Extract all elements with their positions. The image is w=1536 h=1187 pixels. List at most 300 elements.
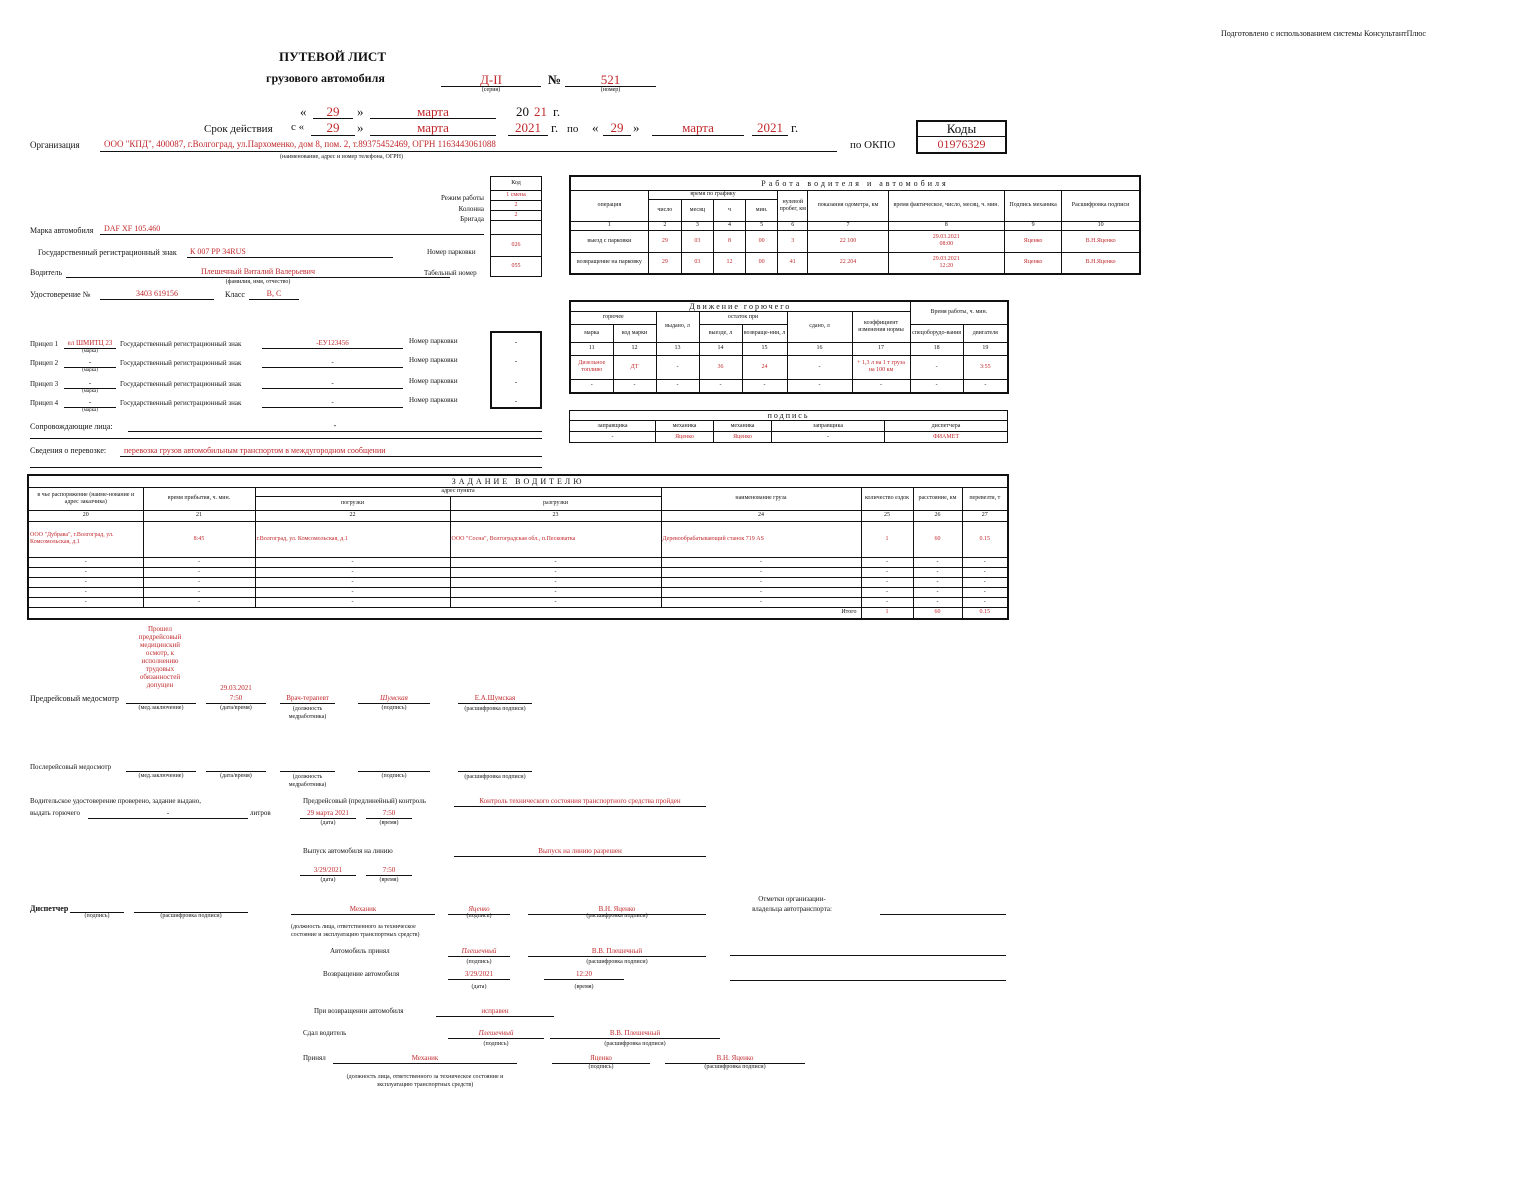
handed-decode: В.В. Плешечный [609,1029,661,1037]
wt-cell-zero: 41 [778,252,808,274]
transport-value: перевозка грузов автомобильным транспортом в междугородном сообщении [124,446,386,455]
task-col-num: 26 [913,510,962,521]
wt-cell-min: 00 [746,230,778,252]
brand-label: Марка автомобиля [30,226,94,235]
fuel-h-return: возвраще-нии, л [742,324,787,342]
number-caption: (номер) [600,87,621,93]
wt-h-hour: ч [713,199,745,221]
returned-c-date: (дата) [471,984,487,990]
consultant-note: Подготовлено с использованием системы КонсультантПлюс [1221,29,1426,38]
fuel2-handed: - [787,379,852,393]
escort-label: Сопровождающие лица: [30,422,113,431]
fuel-h-fuel: горючее [570,311,656,324]
wt-h-zero: нулевой пробег, км [778,190,808,221]
number-value: 521 [600,72,621,87]
fuel-sign-value: Яценко [714,432,772,443]
doc-title: ПУТЕВОЙ ЛИСТ [279,49,386,64]
wt-cell-zero: 3 [778,230,808,252]
fuel-col-num: 18 [910,342,963,355]
task-empty-cell: - [661,587,861,597]
work-table [569,175,1141,275]
organization-value: ООО "КПД", 400087, г.Волгоград, ул.Пархоменко, дом 8, пом. 2, т.89375452469, ОГРН 1163443061088 [104,139,496,149]
trailer-model-caption: (марка) [82,368,98,373]
condition-value: исправен [481,1007,509,1015]
task-empty-cell: - [28,587,143,597]
trailer-reg: - [331,398,334,406]
trailer-reg-line [262,388,403,389]
release-date: 3/29/2021 [313,866,343,874]
fuel-h-issued: выдано, л [656,311,699,342]
returned-date: 3/29/2021 [464,970,494,978]
driver-caption: (фамилия, имя, отчество) [225,279,291,285]
post-c-decode: (расшифровка подписи) [464,774,526,780]
fuel-h-time: Время работы, ч. мин. [910,301,1008,324]
trailer-label: Прицеп 1 [30,340,59,348]
task-dist: 60 [913,521,962,557]
trailer-park-value: - [514,378,518,386]
wt-cell-op: выезд с парковки [570,230,648,252]
wt-cell-fact [888,230,1004,252]
release-c-time: (время) [379,877,399,883]
wt-h-fact: время фактическое, число, месяц, ч. мин. [888,190,1004,221]
task-empty-cell: - [913,567,962,577]
pre-control-result: Контроль технического состояния транспортного средства пройден [479,797,681,805]
trailer-park-label: Номер парковки [409,396,458,404]
fuel2-issued: - [656,379,699,393]
task-col-num: 20 [28,510,143,521]
fuel-sign-table [569,410,1008,443]
validity-to-day: 29 [610,120,624,135]
trailer-label: Прицеп 4 [30,399,59,407]
fuel2-out: - [699,379,742,393]
pre-med-pos: Врач-терапевт [286,694,329,702]
pre-med-date: 29.03.2021 [220,684,252,692]
handed-c-decode: (расшифровка подписи) [604,1041,666,1047]
task-empty-row [28,567,1008,577]
class-label: Класс [225,290,245,299]
pre-control-c-time: (время) [379,820,399,826]
regime-value: 1 смена [491,191,542,201]
tab-label: Табельный номер [424,269,477,277]
pre-med-time: 7:50 [229,694,243,702]
fuel2-equip: - [910,379,963,393]
wt-fact-time: 12:20 [939,262,954,269]
organization-caption: (наименование, адрес и номер телефона, ОГРН) [280,154,403,160]
task-h-addr: адрес пункта [255,487,661,496]
fuel-h-engine: двигателя [963,324,1008,342]
wt-col-num: 3 [681,221,713,230]
fuel-col-num: 19 [963,342,1008,355]
task-empty-cell: - [255,587,450,597]
task-empty-cell: - [450,567,661,577]
accepted-decode: В.В. Плешечный [591,947,643,955]
wt-cell-min: 00 [746,252,778,274]
date-q-close: » [357,104,364,119]
received-c-sign: (подпись) [588,1064,614,1070]
task-empty-cell: - [861,567,913,577]
trailer-reg: -ЕУ123456 [316,339,349,347]
wt-col-num: 8 [888,221,1004,230]
date-day: 29 [326,104,340,119]
fuel-sign-header: диспетчера [885,421,1008,432]
wt-col-num: 4 [713,221,745,230]
okpo-label: по ОКПО [850,139,896,151]
license-label: Удостоверение № [30,290,91,299]
work-code-table [490,176,542,277]
accepted-c-sign: (подпись) [466,959,492,965]
task-col-num: 24 [661,510,861,521]
accepted-label: Автомобиль принял [330,947,390,955]
received-c-pos: (должность лица, ответственного за техническое состояние и эксплуатацию транспортных средств) [346,1074,504,1088]
trailer-reg-line [262,367,403,368]
mechanic-pos: Механик [349,905,377,913]
pre-control-time: 7:50 [382,809,396,817]
validity-q-open: « [592,120,599,135]
task-unload: ООО "Сосна", Волгоградская обл., п.Песковатка [450,521,661,557]
release-result: Выпуск на линию разрешен [538,847,622,855]
fuel-equip: - [910,355,963,379]
task-cargo: Деревообрабатывающий станок 719 AS [661,521,861,557]
wt-col-num: 1 [570,221,648,230]
fuel-engine: 3:55 [963,355,1008,379]
trailer-reg: - [331,358,334,366]
brigade-label: Бригада [460,215,484,223]
wt-cell-odo: 22 204 [808,252,888,274]
task-empty-cell: - [143,587,255,597]
task-total-dist: 60 [913,607,962,619]
task-empty-cell: - [255,557,450,567]
task-empty-cell: - [143,557,255,567]
trailer-park-value: - [514,338,518,346]
received-label: Принял [303,1054,326,1062]
fuel-h-out: выезде, л [699,324,742,342]
wt-cell-sign: Яценко [1004,230,1061,252]
validity-po: по [567,123,579,135]
validity-to-month: марта [682,120,714,135]
validity-g2: г. [791,120,799,135]
release-label: Выпуск автомобиля на линию [303,847,393,855]
task-empty-cell: - [962,567,1008,577]
regime-label: Режим работы [440,194,484,202]
task-col-num: 25 [861,510,913,521]
pre-med-label: Предрейсовый медосмотр [30,694,119,703]
brand-value: DAF XF 105.460 [104,224,161,233]
mechanic-c-sign: (подпись) [466,913,492,919]
task-empty-cell: - [861,587,913,597]
condition-label: При возвращении автомобиля [314,1007,404,1015]
validity-q-close: » [357,120,364,135]
task-col-num: 23 [450,510,661,521]
wt-col-num: 10 [1062,221,1140,230]
work-table-title: Работа водителя и автомобиля [570,176,1140,190]
wt-col-num: 9 [1004,221,1061,230]
fuel-title: Движение горючего [570,301,910,311]
trailer-model: - [88,358,92,366]
task-empty-cell: - [913,557,962,567]
fuel-h-equip: спецоборудо-вания [910,324,963,342]
post-c-pos: (должность медработника) [288,774,327,788]
dispatcher-c-sign: (подпись) [84,913,110,919]
task-empty-cell: - [962,597,1008,607]
fuel-issued: - [656,355,699,379]
trailer-park-value: - [514,357,518,365]
fuel-sign-title: подпись [570,411,1008,421]
returned-c-time: (время) [574,984,594,990]
mechanic-c-decode: (расшифровка подписи) [586,913,648,919]
pre-med-note: Прошел предрейсовый медицинский осмотр, к исполнению трудовых обязанностей допущен [138,625,182,689]
trailer-park-label: Номер парковки [409,356,458,364]
driver-label: Водитель [30,268,63,277]
fuel2-coef: - [852,379,910,393]
trailer-model-caption: (марка) [82,408,98,413]
fuel2-code: - [613,379,656,393]
task-col-num: 27 [962,510,1008,521]
task-h-unload: разгрузки [450,496,661,510]
task-empty-row [28,557,1008,567]
trailer-park-label: Номер парковки [409,377,458,385]
trailer-reg-label: Государственный регистрационный знак [120,399,242,407]
trailer-reg-label: Государственный регистрационный знак [120,340,242,348]
date-month: марта [417,104,449,119]
fuel2-ret: - [742,379,787,393]
task-empty-cell: - [861,597,913,607]
task-empty-cell: - [913,577,962,587]
task-h-customer: в чье распоряжение (наиме-нование и адрес заказчика) [28,487,143,510]
task-empty-cell: - [450,587,661,597]
pre-c-result: (мед.заключение) [138,705,184,711]
pre-med-sign: Шумская [380,694,408,702]
code-header: Код [491,177,542,191]
driver-value: Плешечный Виталий Валерьевич [201,267,315,276]
codes-header: Коды [946,121,977,136]
task-h-count: количество ездок [861,487,913,510]
pre-control-c-date: (дата) [320,820,336,826]
reg-label: Государственный регистрационный знак [38,248,177,257]
task-total-label: Итого [28,607,861,619]
task-empty-row [28,577,1008,587]
fuel-code: ДТ [613,355,656,379]
license-checked: Водительское удостоверение проверено, задание выдано, [30,797,201,805]
trailer-model-caption: (марка) [82,389,98,394]
received-sign: Яценко [590,1054,612,1062]
brigade-value: 2 [491,211,542,221]
tab-value: 055 [491,257,542,277]
fuel-sign-value: ФИАМЕТ [885,432,1008,443]
task-arrival: 8:45 [143,521,255,557]
pre-control-label: Предрейсовый (предлинейный) контроль [303,797,426,805]
wt-cell-decode: В.Н.Яценко [1062,230,1140,252]
wt-cell-op: возвращение на парковку [570,252,648,274]
fuel-sign-value: - [570,432,656,443]
task-empty-cell: - [450,557,661,567]
task-empty-cell: - [28,557,143,567]
transport-label: Сведения о перевозке: [30,446,107,455]
wt-col-num: 7 [808,221,888,230]
post-c-sign: (подпись) [381,773,407,779]
trailer-label: Прицеп 2 [30,359,59,367]
task-empty-cell: - [255,567,450,577]
task-empty-row [28,597,1008,607]
pre-med-decode: Е.А.Шумская [474,694,516,702]
wt-h-min: мин. [746,199,778,221]
number-sign: № [548,72,562,87]
wt-fact-date: 29.03.2021 [932,234,960,240]
task-customer: ООО "Дубрава", г.Волгоград, ул. Комсомольская, д.1 [28,521,143,557]
validity-from-year: 2021 [515,120,541,135]
fuel-sign-header: механика [656,421,714,432]
wt-h-day: число [648,199,681,221]
handed-sign: Плешечный [478,1029,514,1037]
trailer-reg-line [262,348,403,349]
validity-to-year: 2021 [757,120,783,135]
trailer-model: - [88,398,92,406]
date-year-suffix: 21 [534,104,547,119]
wt-cell-odo: 22 100 [808,230,888,252]
validity-from-day: 29 [326,120,340,135]
task-empty-cell: - [962,587,1008,597]
liters-label: литров [250,809,271,817]
wt-col-num: 6 [778,221,808,230]
fuel-ret: 24 [742,355,787,379]
task-empty-cell: - [143,567,255,577]
task-empty-cell: - [28,597,143,607]
date-q-open: « [300,104,307,119]
reg-value: К 007 РР 34RUS [190,247,246,256]
column-value: 2 [491,201,542,211]
fuel-brand: Дизельное топливо [570,355,613,379]
organization-label: Организация [30,140,80,150]
task-h-tons: перевезти, т [962,487,1008,510]
fuel-h-handed: сдано, л [787,311,852,342]
accepted-sign: Плешечный [461,947,497,955]
task-col-num: 22 [255,510,450,521]
returned-time: 12:20 [576,970,592,978]
marks-label: Отметки организации-владельца автотранспорта: [752,895,832,913]
wt-fact-date: 29.03.2021 [932,255,960,262]
task-empty-cell: - [661,577,861,587]
returned-label: Возвращение автомобиля [323,970,400,978]
task-total-tons: 0.15 [962,607,1008,619]
column-label: Колонна [458,205,484,213]
fuel-handed: - [787,355,852,379]
task-count: 1 [861,521,913,557]
fuel-h-code: код марки [613,324,656,342]
escort-value: - [333,421,337,430]
wt-cell-month: 03 [681,252,713,274]
license-value: 3403 619156 [136,289,178,298]
wt-h-sign: Подпись механика [1004,190,1061,221]
task-empty-row [28,587,1008,597]
fuel-col-num: 14 [699,342,742,355]
trailer-model-caption: (марка) [82,349,98,354]
pre-c-date: (дата/время) [220,705,252,711]
class-value: В, С [266,289,282,298]
fuel-sign-value: Яценко [656,432,714,443]
task-h-cargo: наименование груза [661,487,861,510]
mechanic-c-pos: (должность лица, ответственного за техническое состояние и эксплуатацию транспортных средств) [291,924,420,938]
release-c-date: (дата) [320,877,336,883]
task-empty-cell: - [962,557,1008,567]
doc-subtitle: грузового автомобиля [266,71,385,85]
wt-h-sched: время по графику [648,190,777,199]
trailer-park-label: Номер парковки [409,337,458,345]
received-pos: Механик [411,1054,439,1062]
wt-cell-decode: В.Н.Яценко [1062,252,1140,274]
dispatcher-label: Диспетчер [30,904,69,913]
fuel-issue-label: выдать горючего [30,809,80,817]
fuel-col-num: 13 [656,342,699,355]
wt-cell-sign: Яценко [1004,252,1061,274]
pre-c-decode: (расшифровка подписи) [464,706,526,712]
garage-label: Номер парковки [427,248,476,256]
validity-g1: г. [551,120,559,135]
release-time: 7:50 [382,866,396,874]
trailer-park-value: - [514,397,518,405]
task-h-dist: расстояние, км [913,487,962,510]
task-empty-cell: - [28,567,143,577]
fuel-h-coef: коэффициент изменения нормы [852,311,910,342]
mechanic-sign: Яценко [468,905,490,913]
fuel-out: 36 [699,355,742,379]
trailer-reg-label: Государственный регистрационный знак [120,380,242,388]
task-empty-cell: - [913,597,962,607]
accepted-c-decode: (расшифровка подписи) [586,959,648,965]
task-empty-cell: - [143,597,255,607]
task-h-arrival: время прибытия, ч. мин. [143,487,255,510]
fuel-sign-header: заправщика [570,421,656,432]
task-empty-cell: - [962,577,1008,587]
fuel-col-num: 16 [787,342,852,355]
task-empty-cell: - [255,597,450,607]
task-empty-cell: - [28,577,143,587]
dispatcher-c-decode: (расшифровка подписи) [160,913,222,919]
fuel-sign-value: - [772,432,885,443]
fuel-col-num: 15 [742,342,787,355]
fuel-sign-header: заправщика [772,421,885,432]
handed-c-sign: (подпись) [483,1041,509,1047]
task-total-count: 1 [861,607,913,619]
task-load: г.Волгоград, ул. Комсомольская, д.1 [255,521,450,557]
fuel2-engine: - [963,379,1008,393]
post-c-date: (дата/время) [220,773,252,779]
date-g: г. [553,104,561,119]
trailer-reg-label: Государственный регистрационный знак [120,359,242,367]
task-empty-cell: - [661,557,861,567]
task-empty-cell: - [661,567,861,577]
task-h-load: погрузки [255,496,450,510]
wt-cell-day: 29 [648,252,681,274]
pre-c-sign: (подпись) [381,705,407,711]
trailer-label: Прицеп 3 [30,380,59,388]
fuel-col-num: 17 [852,342,910,355]
wt-h-month: месяц [681,199,713,221]
fuel-col-num: 11 [570,342,613,355]
trailer-model: - [88,379,92,387]
wt-h-decode: Расшифровка подписи [1062,190,1140,221]
wt-cell-fact [888,252,1004,274]
validity-label: Срок действия [204,123,273,135]
post-c-result: (мед.заключение) [138,773,184,779]
task-empty-cell: - [450,577,661,587]
wt-cell-month: 03 [681,230,713,252]
task-table [27,474,1009,620]
fuel-col-num: 12 [613,342,656,355]
task-title: ЗАДАНИЕ ВОДИТЕЛЮ [28,475,1008,487]
fuel2-brand: - [570,379,613,393]
wt-fact-time: 08:00 [939,241,954,247]
validity-s: с « [291,121,305,133]
date-year-prefix: 20 [516,104,529,119]
